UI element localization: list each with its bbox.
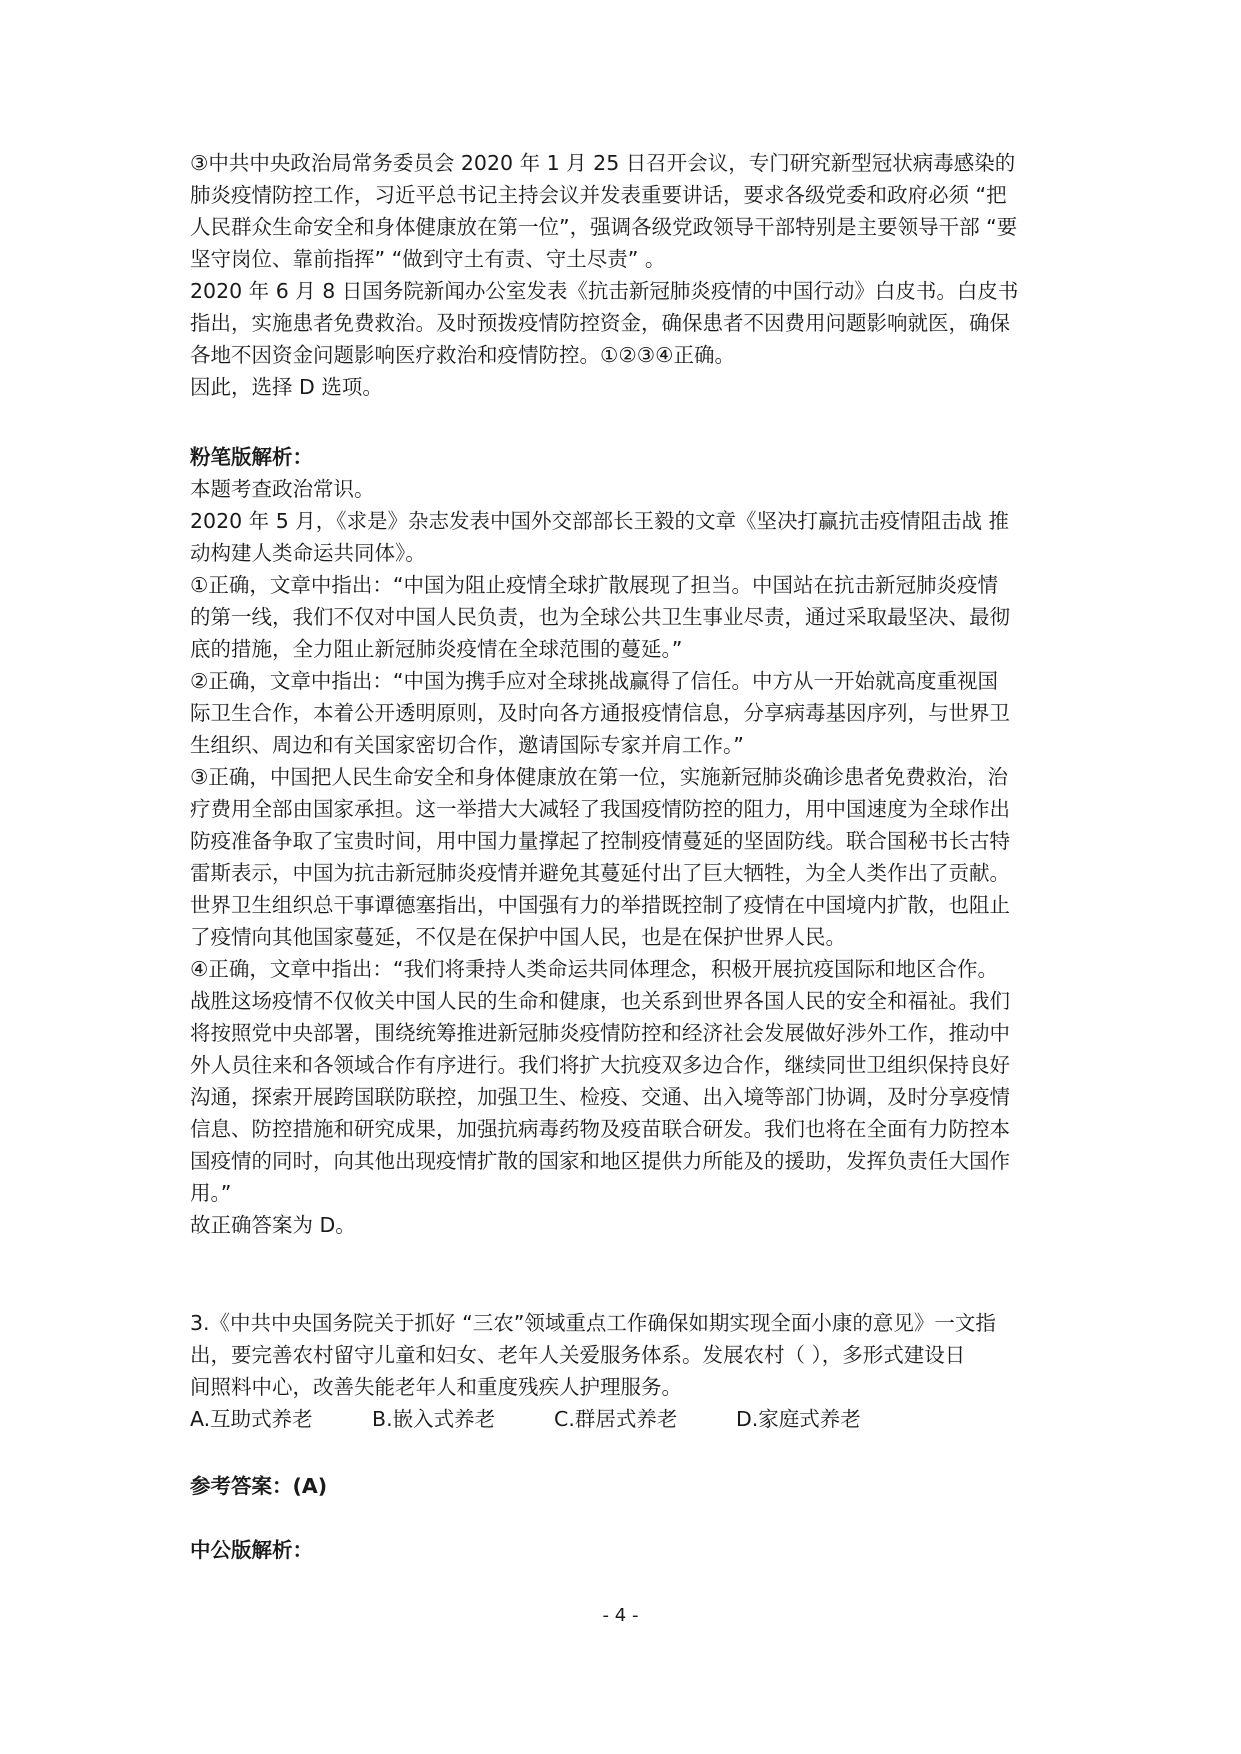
answer-label: 参考答案：(A) [190,1474,328,1498]
text-line: ④正确，文章中指出：“我们将秉持人类命运共同体理念，积极开展抗疫国际和地区合作。 [190,957,998,981]
text-line: 人民群众生命安全和身体健康放在第一位”，强调各级党政领导干部特别是主要领导干部 “要 [190,215,1018,239]
text-line: 动构建人类命运共同体》。 [190,541,426,565]
text-line: 际卫生合作，本着公开透明原则，及时向各方通报疫情信息，分享病毒基因序列，与世界卫 [190,701,1010,725]
text-line: 底的措施，全力阻止新冠肺炎疫情在全球范围的蔓延。” [190,637,683,661]
text-line: 用。” [190,1181,232,1205]
text-line: 雷斯表示，中国为抗击新冠肺炎疫情并避免其蔓延付出了巨大牺牲，为全人类作出了贡献。 [190,861,1010,885]
text-line: 故正确答案为 D。 [190,1213,356,1237]
option-a: A.互助式养老 [190,1407,313,1431]
text-line: 信息、防控措施和研究成果，加强抗病毒药物及疫苗联合研发。我们也将在全面有力防控本 [190,1117,1010,1141]
section-heading: 粉笔版解析： [190,445,313,469]
text-line: 各地不因资金问题影响医疗救治和疫情防控。①②③④正确。 [190,343,736,367]
text-line: 沟通，探索开展跨国联防联控，加强卫生、检疫、交通、出入境等部门协调，及时分享疫情 [190,1085,1010,1109]
page-number: - 4 - [602,1605,639,1626]
text-line: 的第一线，我们不仅对中国人民负责，也为全球公共卫生事业尽责，通过采取最坚决、最彻 [190,605,1010,629]
text-line: 生组织、周边和有关国家密切合作，邀请国际专家并肩工作。” [190,733,744,757]
question-3 [190,1307,1060,1435]
text-line: 防疫准备争取了宝贵时间，用中国力量撑起了控制疫情蔓延的坚固防线。联合国秘书长古特 [190,829,1010,853]
option-b: B.嵌入式养老 [372,1407,496,1431]
fenbi-analysis-section [190,441,1060,1241]
option-d: D.家庭式养老 [736,1407,861,1431]
answer-explanation-continued [190,147,1060,403]
text-line: 了疫情向其他国家蔓延，不仅是在保护中国人民，也是在保护世界人民。 [190,925,846,949]
text-line: 指出，实施患者免费救治。及时预拨疫情防控资金，确保患者不因费用问题影响就医，确保 [190,311,1010,335]
text-line: ③中共中央政治局常务委员会 2020 年 1 月 25 日召开会议，专门研究新型冠状病毒感染的 [190,151,1016,175]
text-line: ③正确，中国把人民生命安全和身体健康放在第一位，实施新冠肺炎确诊患者免费救治，治 [190,765,1008,789]
option-c: C.群居式养老 [554,1407,678,1431]
text-line: 疗费用全部由国家承担。这一举措大大减轻了我国疫情防控的阻力，用中国速度为全球作出 [190,797,1010,821]
reference-answer [190,1470,1060,1502]
section-heading: 中公版解析： [190,1538,313,1562]
text-line: 坚守岗位、靠前指挥” “做到守土有责、守土尽责” 。 [190,247,666,271]
text-line: 将按照党中央部署，围绕统筹推进新冠肺炎疫情防控和经济社会发展做好涉外工作，推动中 [190,1021,1010,1045]
text-line: 国疫情的同时，向其他出现疫情扩散的国家和地区提供力所能及的援助，发挥负责任大国作 [190,1149,1010,1173]
text-line: 本题考查政治常识。 [190,477,375,501]
text-line: ②正确，文章中指出：“中国为携手应对全球挑战赢得了信任。中方从一开始就高度重视国 [190,669,998,693]
zhonggong-analysis-section [190,1534,1060,1566]
text-line: 因此，选择 D 选项。 [190,375,383,399]
text-line: 战胜这场疫情不仅攸关中国人民的生命和健康，也关系到世界各国人民的安全和福祉。我们 [190,989,1010,1013]
text-line: ①正确，文章中指出：“中国为阻止疫情全球扩散展现了担当。中国站在抗击新冠肺炎疫情 [190,573,998,597]
question-stem-line: 出，要完善农村留守儿童和妇女、老年人关爱服务体系。发展农村（ ），多形式建设日 [190,1343,966,1367]
text-line: 世界卫生组织总干事谭德塞指出，中国强有力的举措既控制了疫情在中国境内扩散，也阻止 [190,893,1010,917]
question-stem-line: 3.《中共中央国务院关于抓好 “三农”领域重点工作确保如期实现全面小康的意见》一文指 [190,1311,996,1335]
text-line: 2020 年 6 月 8 日国务院新闻办公室发表《抗击新冠肺炎疫情的中国行动》白皮书。白皮书 [190,279,1019,303]
text-line: 肺炎疫情防控工作，习近平总书记主持会议并发表重要讲话，要求各级党委和政府必须 “把 [190,183,1007,207]
text-line: 外人员往来和各领域合作有序进行。我们将扩大抗疫双多边合作，继续同世卫组织保持良好 [190,1053,1010,1077]
text-line: 2020 年 5 月，《求是》杂志发表中国外交部部长王毅的文章《坚决打赢抗击疫情阻击战 推 [190,509,1010,533]
question-stem-line: 间照料中心，改善失能老年人和重度残疾人护理服务。 [190,1375,682,1399]
answer-options [190,1403,1060,1435]
